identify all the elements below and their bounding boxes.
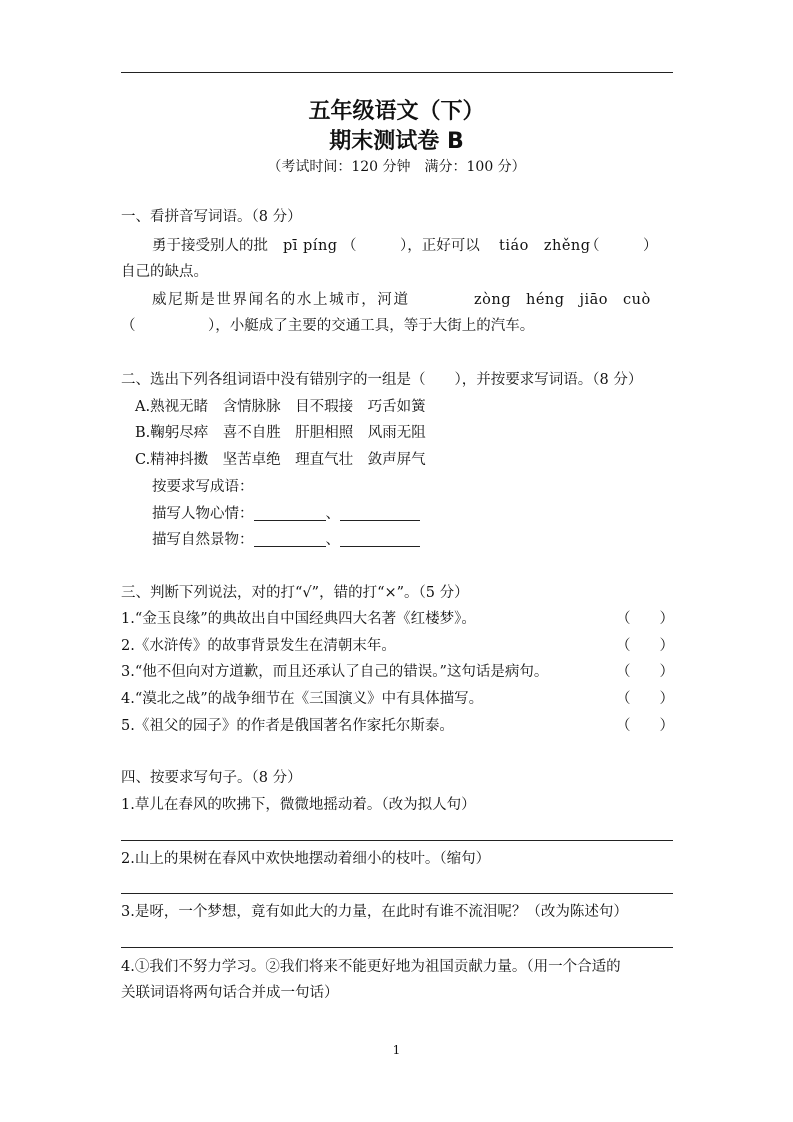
answer-blank[interactable]: [254, 504, 326, 521]
section3-heading: 三、判断下列说法，对的打“√”，错的打“×”。（5 分）: [121, 585, 469, 601]
section2-option-b: B.鞠躬尽瘁 喜不自胜 肝胆相照 风雨无阻: [135, 425, 426, 441]
section4-question-4-line-1: 4.①我们不努力学习。②我们将来不能更好地为祖国贡献力量。（用一个合适的: [121, 959, 621, 975]
section4-question-3: 3.是呀，一个梦想，竟有如此大的力量，在此时有谁不流泪呢？（改为陈述句）: [121, 904, 628, 920]
section1-pinyin-1: pī píng: [283, 238, 338, 254]
page-number: 1: [392, 1043, 401, 1057]
separator: 、: [325, 532, 340, 548]
section2-heading: 二、选出下列各组词语中没有错别字的一组是（ ），并按要求写词语。（8 分）: [121, 372, 643, 388]
separator: 、: [325, 506, 340, 522]
answer-blank[interactable]: [340, 530, 420, 547]
section2-option-a: A.熟视无睹 含情脉脉 目不瑕接 巧舌如簧: [135, 399, 426, 415]
section2-option-c: C.精神抖擞 坚苦卓绝 理直气壮 敛声屏气: [135, 452, 426, 468]
section1-p1-part-d: 自己的缺点。: [121, 264, 208, 280]
answer-line[interactable]: [121, 893, 673, 894]
answer-paren[interactable]: （ ）: [616, 664, 674, 680]
section4-question-1: 1.草儿在春风的吹拂下，微微地摇动着。（改为拟人句）: [121, 797, 476, 813]
section1-p1-part-b: （ ），正好可以: [342, 238, 480, 254]
section1-p1-part-c: （ ）: [585, 238, 658, 254]
section1-p2-part-a: 威尼斯是世界闻名的水上城市，河道: [152, 292, 410, 308]
answer-paren[interactable]: （ ）: [616, 611, 674, 627]
section1-heading: 一、看拼音写词语。（8 分）: [121, 209, 302, 225]
answer-paren[interactable]: （ ）: [616, 718, 674, 734]
section3-item-4: 4.“漠北之战”的战争细节在《三国演义》中有具体描写。: [121, 691, 484, 707]
section4-question-4-line-2: 关联词语将两句话合并成一句话）: [121, 985, 339, 1001]
answer-paren[interactable]: （ ）: [616, 691, 674, 707]
section4-heading: 四、按要求写句子。（8 分）: [121, 770, 302, 786]
section3-item-1: 1.“金玉良缘”的典故出自中国经典四大名著《红楼梦》。: [121, 611, 476, 627]
answer-paren[interactable]: （ ）: [616, 638, 674, 654]
section2-requirement: 按要求写成语：: [152, 479, 254, 495]
answer-line[interactable]: [121, 947, 673, 948]
section3-item-3: 3.“他不但向对方道歉，而且还承认了自己的错误。”这句话是病句。: [121, 664, 549, 680]
answer-blank[interactable]: [254, 530, 326, 547]
title-line-1: 五年级语文（下）: [308, 99, 485, 124]
section2-line-2-label: 描写自然景物：: [152, 532, 254, 548]
section1-pinyin-3: zòng héng jiāo cuò: [474, 292, 651, 308]
section1-pinyin-2: tiáo zhěng: [499, 238, 591, 254]
exam-info: （考试时间：120 分钟 满分：100 分）: [267, 159, 526, 175]
section1-p1-part-a: 勇于接受别人的批: [152, 238, 268, 254]
answer-blank[interactable]: [340, 504, 420, 521]
section1-p2-part-b: （ ），小艇成了主要的交通工具，等于大街上的汽车。: [121, 318, 535, 334]
title-line-2: 期末测试卷 B: [329, 129, 464, 154]
section2-line-2: [152, 530, 420, 550]
top-rule: [121, 72, 673, 73]
answer-line[interactable]: [121, 840, 673, 841]
section4-question-2: 2.山上的果树在春风中欢快地摆动着细小的枝叶。（缩句）: [121, 851, 491, 867]
section2-line-1-label: 描写人物心情：: [152, 506, 254, 522]
section3-item-5: 5.《祖父的园子》的作者是俄国著名作家托尔斯泰。: [121, 718, 454, 734]
section3-item-2: 2.《水浒传》的故事背景发生在清朝末年。: [121, 638, 396, 654]
section2-line-1: [152, 504, 420, 524]
